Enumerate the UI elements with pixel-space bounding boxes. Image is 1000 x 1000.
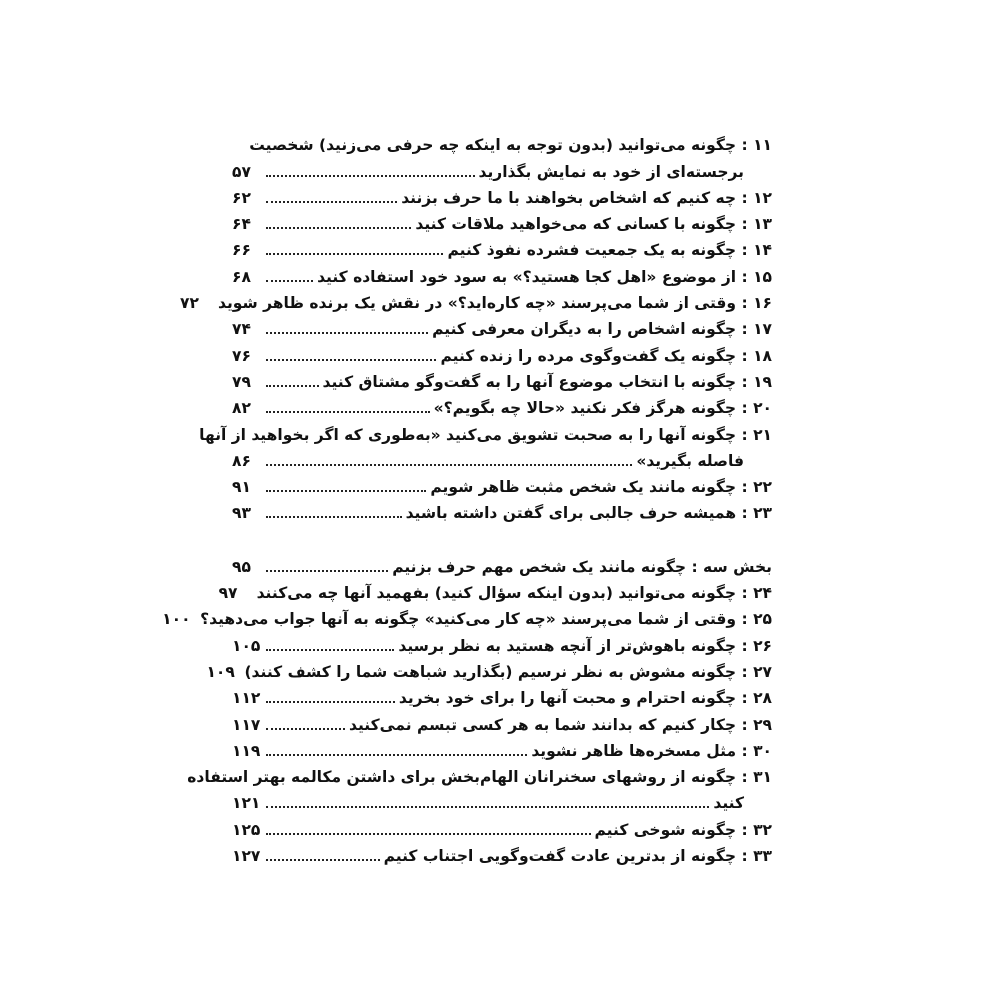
dot-leader xyxy=(266,649,394,651)
toc-entry xyxy=(232,233,772,259)
toc-entry xyxy=(232,365,772,391)
toc-page-number: ۵۷ xyxy=(232,162,251,181)
toc-entry-title: ۱۹ : چگونه با انتخاب موضوع آنها را به گفت‌وگو مشتاق کنید xyxy=(322,372,772,391)
dot-leader xyxy=(266,385,319,387)
toc-page-number: ۹۷ xyxy=(218,584,238,603)
section-heading xyxy=(232,549,772,575)
dot-leader xyxy=(266,280,313,282)
dot-leader xyxy=(266,728,345,730)
toc-group-2 xyxy=(162,549,772,866)
toc-entry xyxy=(232,707,772,733)
toc-page-number: ۱۱۷ xyxy=(232,715,261,734)
toc-entry xyxy=(232,391,772,417)
toc-page-number: ۶۶ xyxy=(232,241,251,260)
toc-entry-title: ۲۹ : چکار کنیم که بدانند شما به هر کسی تبسم نمی‌کنید xyxy=(349,715,772,734)
toc-entry-title: فاصله بگیرید» xyxy=(636,451,744,470)
toc-entry xyxy=(232,470,772,496)
toc-entry xyxy=(232,128,772,154)
dot-leader xyxy=(266,227,411,229)
toc-entry-title: ۲۱ : چگونه آنها را به صحبت تشویق می‌کنید «به‌طوری که اگر بخواهید از آنها xyxy=(199,425,772,444)
toc-entry-title: ۳۰ : مثل مسخره‌ها ظاهر نشوید xyxy=(531,741,772,760)
dot-leader xyxy=(266,806,709,808)
dot-leader xyxy=(266,201,397,203)
toc-entry xyxy=(199,417,772,444)
toc-entry-title: ۲۴ : چگونه می‌توانید (بدون اینکه سؤال کنید) بفهمید آنها چه می‌کنند xyxy=(256,584,772,603)
toc-entry-title: ۲۸ : چگونه احترام و محبت آنها را برای خود بخرید xyxy=(398,689,772,708)
toc-entry-title: ۳۲ : چگونه شوخی کنیم xyxy=(594,820,772,839)
toc-entry-title: ۱۳ : چگونه با کسانی که می‌خواهید ملاقات کنید xyxy=(415,215,772,234)
toc-page-number: ۱۰۵ xyxy=(232,636,261,655)
toc-page-number: ۶۸ xyxy=(232,267,251,286)
toc-entry-title: ۳۱ : چگونه از روشهای سخنرانان الهام‌بخش برای داشتن مکالمه بهتر استفاده xyxy=(187,768,772,787)
toc-entry-continuation xyxy=(232,444,772,470)
toc-entry xyxy=(206,655,772,681)
toc-page-number: ۷۴ xyxy=(232,320,251,339)
toc-entry xyxy=(162,602,772,629)
toc-entry xyxy=(232,496,772,522)
toc-entry xyxy=(218,576,772,603)
toc-entry xyxy=(232,734,772,760)
toc-entry-continuation xyxy=(232,786,772,812)
toc-entry-title: ۱۷ : چگونه اشخاص را به دیگران معرفی کنیم xyxy=(432,320,772,339)
toc-page-number: ۹۳ xyxy=(232,504,251,523)
dot-leader xyxy=(266,490,426,492)
toc-entry xyxy=(232,628,772,654)
toc-entry-title: ۱۸ : چگونه یک گفت‌وگوی مرده را زنده کنیم xyxy=(440,346,772,365)
toc-page-number: ۷۹ xyxy=(232,372,251,391)
dot-leader xyxy=(266,359,436,361)
dot-leader xyxy=(266,332,428,334)
toc-entry-title: ۲۷ : چگونه مشوش به نظر نرسیم (بگذارید شباهت شما را کشف کنند) xyxy=(244,662,772,681)
toc-entry xyxy=(232,338,772,364)
toc-page-number: ۱۲۷ xyxy=(232,847,261,866)
toc-page-number: ۹۵ xyxy=(232,557,251,576)
toc-entry xyxy=(232,259,772,285)
toc-page-number: ۱۲۱ xyxy=(232,794,261,813)
toc-entry xyxy=(232,812,772,838)
toc-page-number: ۱۰۹ xyxy=(206,662,235,681)
toc-entry-title: ۱۶ : وقتی از شما می‌پرسند «چه کاره‌اید؟» در نقش یک برنده ظاهر شوید xyxy=(218,294,772,313)
toc-page-number: ۶۴ xyxy=(232,215,251,234)
dot-leader xyxy=(266,754,527,756)
toc-page-number: ۱۰۰ xyxy=(162,610,191,629)
toc-page-number: ۷۲ xyxy=(180,294,199,313)
toc-entry-title: ۱۱ : چگونه می‌توانید (بدون توجه به اینکه چه حرفی می‌زنید) شخصیت xyxy=(249,136,772,155)
dot-leader xyxy=(266,859,380,861)
toc-entry-title: ۲۳ : همیشه حرف جالبی برای گفتن داشته باشید xyxy=(405,504,772,523)
toc-entry-title: ۲۲ : چگونه مانند یک شخص مثبت ظاهر شویم xyxy=(430,478,772,497)
toc-page-number: ۹۱ xyxy=(232,478,251,497)
toc-entry-title: ۱۵ : از موضوع «اهل کجا هستید؟» به سود خود استفاده کنید xyxy=(317,267,772,286)
toc-entry xyxy=(232,312,772,338)
toc-entry-title: ۲۶ : چگونه باهوش‌تر از آنچه هستید به نظر برسید xyxy=(398,636,772,655)
toc-entry-title: ۲۰ : چگونه هرگز فکر نکنید «حالا چه بگویم؟» xyxy=(433,399,772,418)
toc-page-number: ۶۲ xyxy=(232,188,251,207)
dot-leader xyxy=(266,833,591,835)
toc-page-number: ۷۶ xyxy=(232,346,251,365)
dot-leader xyxy=(266,701,395,703)
section-title: بخش سه : چگونه مانند یک شخص مهم حرف بزنیم xyxy=(392,557,772,576)
toc-entry xyxy=(232,839,772,865)
toc-entry-continuation xyxy=(232,154,772,180)
dot-leader xyxy=(266,464,632,466)
toc-page-number: ۱۲۵ xyxy=(232,820,261,839)
dot-leader xyxy=(266,175,475,177)
dot-leader xyxy=(266,570,388,572)
toc-entry xyxy=(187,760,772,787)
table-of-contents xyxy=(162,128,772,866)
toc-page-number: ۸۲ xyxy=(232,399,251,418)
toc-page-number: ۱۱۹ xyxy=(232,741,261,760)
toc-page-number: ۱۱۲ xyxy=(232,689,261,708)
toc-entry xyxy=(232,681,772,707)
toc-entry xyxy=(232,207,772,233)
dot-leader xyxy=(266,253,443,255)
section-label: بخش سه xyxy=(703,557,772,576)
toc-entry-title: ۱۲ : چه کنیم که اشخاص بخواهند با ما حرف بزنند xyxy=(401,188,772,207)
dot-leader xyxy=(266,516,402,518)
dot-leader xyxy=(266,411,430,413)
toc-page-number: ۸۶ xyxy=(232,451,251,470)
toc-entry-title: برجسته‌ای از خود به نمایش بگذارید xyxy=(478,162,744,181)
toc-entry-title: ۳۳ : چگونه از بدترین عادت گفت‌وگویی اجتناب کنیم xyxy=(383,847,772,866)
toc-group-1 xyxy=(180,128,772,523)
toc-entry-title: ۱۴ : چگونه به یک جمعیت فشرده نفوذ کنیم xyxy=(447,241,772,260)
toc-entry xyxy=(232,181,772,207)
toc-entry-title: ۲۵ : وقتی از شما می‌پرسند «چه کار می‌کنید» چگونه به آنها جواب می‌دهید؟ xyxy=(200,610,772,629)
toc-entry-title: کنید xyxy=(713,794,744,813)
toc-entry xyxy=(180,286,772,313)
